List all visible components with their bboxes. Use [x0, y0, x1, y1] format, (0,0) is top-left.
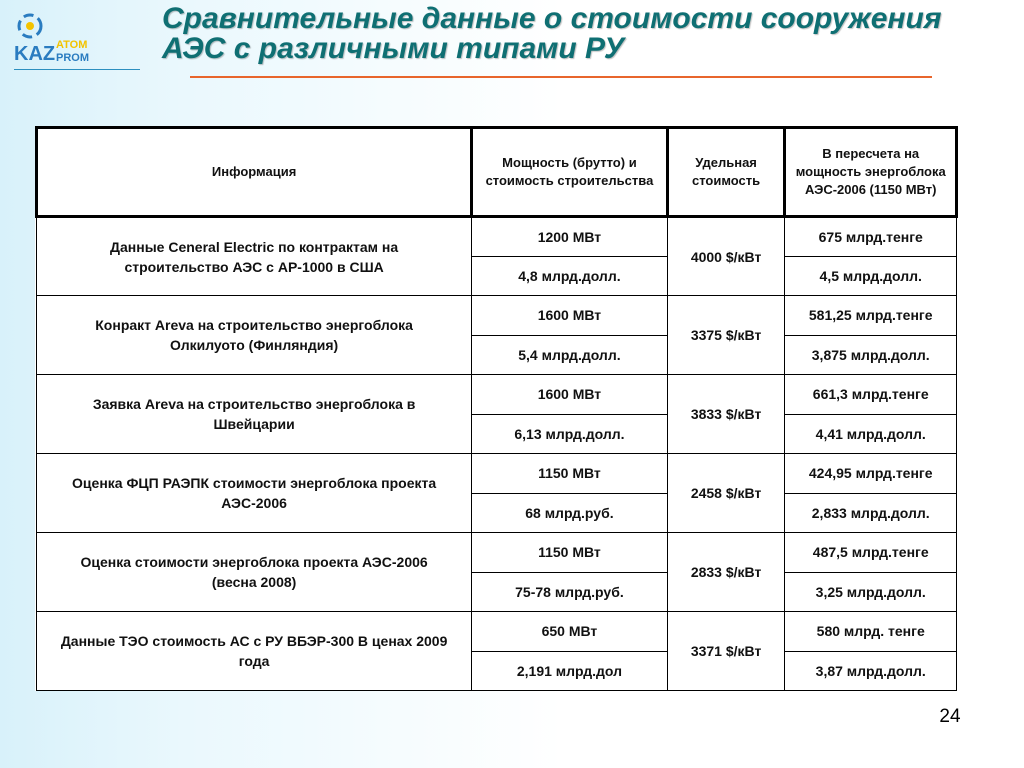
- row-recalc-tenge: 661,3 млрд.тенге: [785, 375, 957, 415]
- row-info: Конракт Areva на строительство энергоблока Олкилуото (Финляндия): [37, 296, 472, 375]
- row-info: Оценка стоимости энергоблока проекта АЭС-2006 (весна 2008): [37, 533, 472, 612]
- row-recalc-usd: 4,5 млрд.долл.: [785, 256, 957, 296]
- cost-comparison-table: [35, 126, 958, 691]
- row-cost: 2,191 млрд.дол: [472, 651, 667, 691]
- row-recalc-usd: 2,833 млрд.долл.: [785, 493, 957, 533]
- row-power: 1600 МВт: [472, 375, 667, 415]
- page-number: 24: [939, 706, 961, 727]
- svg-text:PROM: PROM: [56, 52, 89, 64]
- row-recalc-tenge: 580 млрд. тенге: [785, 612, 957, 652]
- column-header-recalc: В пересчета на мощность энергоблока АЭС-2006 (1150 МВт): [785, 128, 957, 217]
- row-recalc-tenge: 487,5 млрд.тенге: [785, 533, 957, 573]
- row-specific-cost: 4000 $/кВт: [667, 217, 785, 296]
- column-header-info: Информация: [37, 128, 472, 217]
- table-row: [37, 612, 957, 652]
- row-power: 1150 МВт: [472, 454, 667, 494]
- row-info: Данные ТЭО стоимость АС с РУ ВБЭР-300 В ценах 2009 года: [37, 612, 472, 691]
- kazatomprom-logo: [8, 8, 142, 68]
- row-cost: 75-78 млрд.руб.: [472, 572, 667, 612]
- row-recalc-usd: 3,25 млрд.долл.: [785, 572, 957, 612]
- row-specific-cost: 2833 $/кВт: [667, 533, 785, 612]
- row-power: 1150 МВт: [472, 533, 667, 573]
- row-recalc-tenge: 424,95 млрд.тенге: [785, 454, 957, 494]
- row-cost: 4,8 млрд.долл.: [472, 256, 667, 296]
- row-recalc-tenge: 581,25 млрд.тенге: [785, 296, 957, 336]
- title-underline: [190, 76, 932, 78]
- row-power: 1200 МВт: [472, 217, 667, 257]
- row-info: Заявка Areva на строительство энергоблока в Швейцарии: [37, 375, 472, 454]
- table-row: [37, 533, 957, 573]
- table-header-row: [37, 128, 957, 217]
- column-header-power-cost: Мощность (брутто) и стоимость строительства: [472, 128, 667, 217]
- row-specific-cost: 2458 $/кВт: [667, 454, 785, 533]
- row-recalc-usd: 4,41 млрд.долл.: [785, 414, 957, 454]
- slide-title: Сравнительные данные о стоимости сооружения АЭС с различными типами РУ: [162, 2, 942, 65]
- row-recalc-usd: 3,875 млрд.долл.: [785, 335, 957, 375]
- row-specific-cost: 3375 $/кВт: [667, 296, 785, 375]
- row-cost: 68 млрд.руб.: [472, 493, 667, 533]
- column-header-specific-cost: Удельная стоимость: [667, 128, 785, 217]
- table-row: [37, 454, 957, 494]
- row-cost: 6,13 млрд.долл.: [472, 414, 667, 454]
- row-info: Данные Ceneral Electric по контрактам на строительство АЭС с АР-1000 в США: [37, 217, 472, 296]
- table-row: [37, 296, 957, 336]
- svg-text:ATOM: ATOM: [56, 39, 88, 51]
- svg-text:KAZ: KAZ: [14, 43, 56, 65]
- row-power: 1600 МВт: [472, 296, 667, 336]
- row-power: 650 МВт: [472, 612, 667, 652]
- table-row: [37, 217, 957, 257]
- table-row: [37, 375, 957, 415]
- row-recalc-usd: 3,87 млрд.долл.: [785, 651, 957, 691]
- row-recalc-tenge: 675 млрд.тенге: [785, 217, 957, 257]
- row-specific-cost: 3833 $/кВт: [667, 375, 785, 454]
- logo-divider: [14, 69, 140, 70]
- row-specific-cost: 3371 $/кВт: [667, 612, 785, 691]
- row-cost: 5,4 млрд.долл.: [472, 335, 667, 375]
- row-info: Оценка ФЦП РАЭПК стоимости энергоблока проекта АЭС-2006: [37, 454, 472, 533]
